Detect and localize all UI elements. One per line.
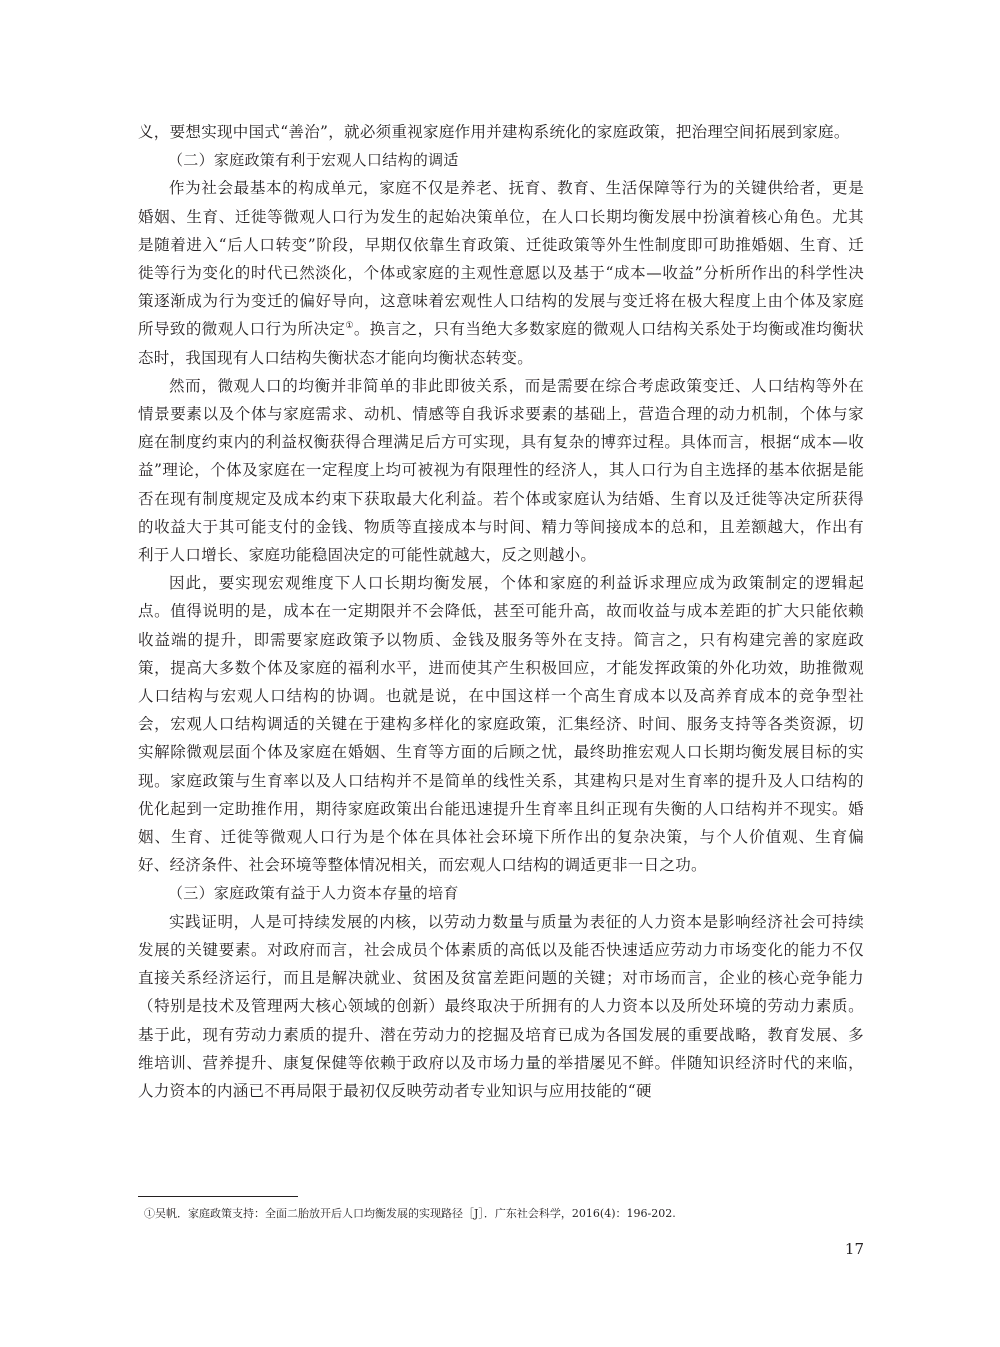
footnote: ①吴帆．家庭政策支持：全面二胎放开后人口均衡发展的实现路径［J］．广东社会科学，2016(4)：196-202.: [144, 1207, 676, 1220]
paragraph-micro-balance: 然而，微观人口的均衡并非简单的非此即彼关系，而是需要在综合考虑政策变迁、人口结构等外在情景要素以及个体与家庭需求、动机、情感等自我诉求要素的基础上，营造合理的动力机制，个体与家庭在制度约束内的利益权衡获得合理满足后方可实现，具有复杂的博弈过程。具体而言，根据“成本—收益”理论，个体及家庭在一定程度上均可被视为有限理性的经济人，其人口行为自主选择的基本依据是能否在现有制度规定及成本约束下获取最大化利益。若个体或家庭认为结婚、生育以及迁徙等决定所获得的收益大于其可能支付的金钱、物质等直接成本与时间、精力等间接成本的总和，且差额越大，作出有利于人口增长、家庭功能稳固决定的可能性就越大，反之则越小。: [138, 376, 864, 565]
footnote-divider: [138, 1196, 298, 1197]
section-heading-2: （二）家庭政策有利于宏观人口结构的调适: [168, 151, 459, 170]
paragraph-text: 。换言之，只有当绝大多数家庭的微观人口结构关系处于均衡或准均衡状态时，我国现有人口结构失衡状态才能向均衡状态转变。: [138, 320, 864, 367]
paragraph-human-capital: 实践证明，人是可持续发展的内核，以劳动力数量与质量为表征的人力资本是影响经济社会可持续发展的关键要素。对政府而言，社会成员个体素质的高低以及能否快速适应劳动力市场变化的能力不仅直接关系经济运行，而且是解决就业、贫困及贫富差距问题的关键；对市场而言，企业的核心竞争能力（特别是技术及管理两大核心领域的创新）最终取决于所拥有的人力资本以及所处环境的劳动力素质。基于此，现有劳动力素质的提升、潜在劳动力的挖掘及培育已成为各国发展的重要战略，教育发展、多维培训、营养提升、康复保健等依赖于政府以及市场力量的举措屡见不鲜。伴随知识经济时代的来临，人力资本的内涵已不再局限于最初仅反映劳动者专业知识与应用技能的“硬: [138, 912, 864, 1100]
paragraph-policy-logic: 因此，要实现宏观维度下人口长期均衡发展，个体和家庭的利益诉求理应成为政策制定的逻辑起点。值得说明的是，成本在一定期限并不会降低，甚至可能升高，故而收益与成本差距的扩大只能依赖收益端的提升，即需要家庭政策予以物质、金钱及服务等外在支持。简言之，只有构建完善的家庭政策，提高大多数个体及家庭的福利水平，进而使其产生积极回应，才能发挥政策的外化功效，助推微观人口结构与宏观人口结构的协调。也就是说，在中国这样一个高生育成本以及高养育成本的竞争型社会，宏观人口结构调适的关键在于建构多样化的家庭政策，汇集经济、时间、服务支持等各类资源，切实解除微观层面个体及家庭在婚姻、生育等方面的后顾之忧，最终助推宏观人口长期均衡发展目标的实现。家庭政策与生育率以及人口结构并不是简单的线性关系，其建构只是对生育率的提升及人口结构的优化起到一定助推作用，期待家庭政策出台能迅速提升生育率且纠正现有失衡的人口结构并不现实。婚姻、生育、迁徙等微观人口行为是个体在具体社会环境下所作出的复杂决策，与个人价值观、生育偏好、经济条件、社会环境等整体情况相关，而宏观人口结构的调适更非一日之功。: [138, 574, 864, 875]
section-heading-3: （三）家庭政策有益于人力资本存量的培育: [168, 884, 459, 903]
footnote-marker: ①: [345, 321, 354, 332]
page-body: [138, 118, 864, 1105]
paragraph-continuation: 义，要想实现中国式“善治”，就必须重视家庭作用并建构系统化的家庭政策，把治理空间拓展到家庭。: [138, 123, 850, 141]
paragraph-text: 作为社会最基本的构成单元，家庭不仅是养老、抚育、教育、生活保障等行为的关键供给者，更是婚姻、生育、迁徙等微观人口行为发生的起始决策单位，在人口长期均衡发展中扮演着核心角色。尤其是随着进入“后人口转变”阶段，早期仅依靠生育政策、迁徙政策等外生性制度即可助推婚姻、生育、迁徙等行为变化的时代已然淡化，个体或家庭的主观性意愿以及基于“成本—收益”分析所作出的科学性决策逐渐成为行为变迁的偏好导向，这意味着宏观性人口结构的发展与变迁将在极大程度上由个体及家庭所导致的微观人口行为所决定: [138, 179, 864, 339]
page-number: 17: [844, 1240, 864, 1258]
paragraph-family-unit: [138, 174, 864, 371]
